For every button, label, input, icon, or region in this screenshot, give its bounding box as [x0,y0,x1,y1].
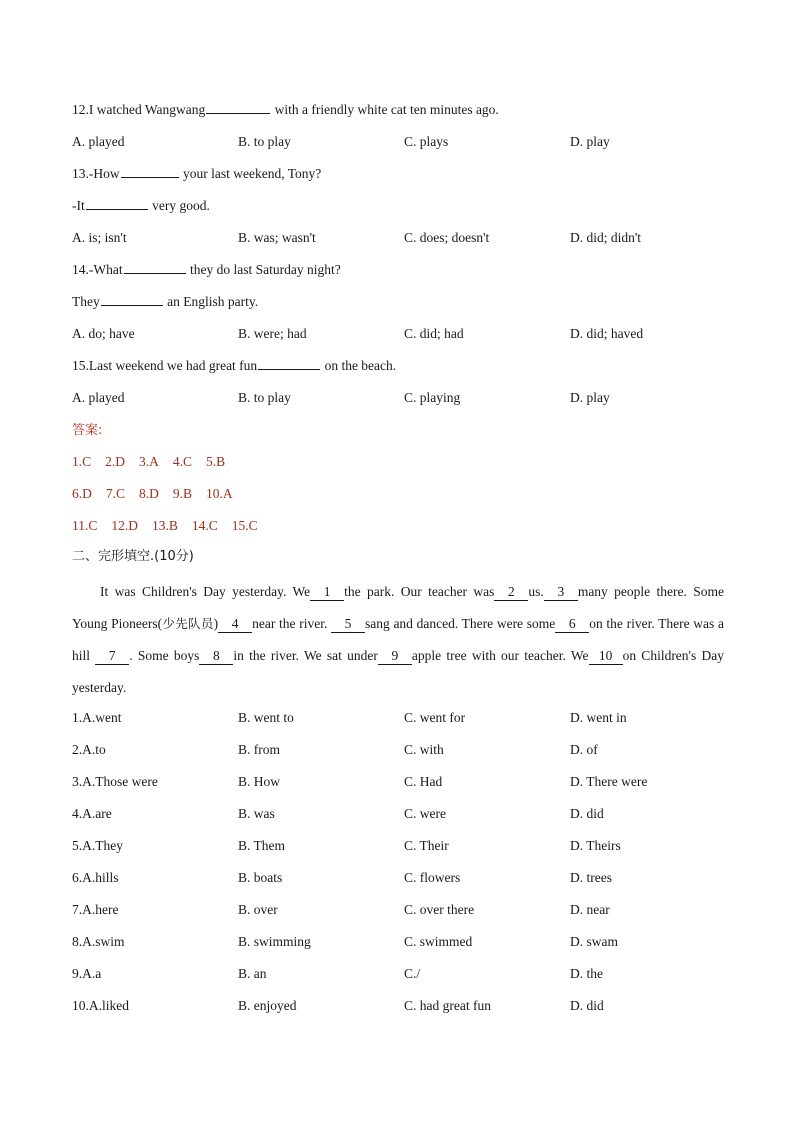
option-d: D. did [570,998,604,1013]
passage-text: sang and danced. There were some [365,616,556,631]
passage-text: ) [213,616,219,631]
option-b: B. Them [238,838,285,853]
passage-text: on Children's Day yesterday. [72,648,724,695]
cloze-option-row [72,736,724,768]
option-b: B. to play [238,390,291,405]
answer-row [72,448,724,480]
option-d: D. trees [570,870,612,885]
passage-text: us. [528,584,544,599]
question-text: with a friendly white cat ten minutes ago. [271,102,499,117]
answer-item: 8.D [139,486,159,501]
option-b: B. enjoyed [238,998,297,1013]
answer-row [72,512,724,544]
question-15 [72,352,724,384]
option-c: C. Their [404,838,449,853]
answer-item: 13.B [152,518,178,533]
answer-item: 9.B [172,486,193,501]
option-c: C. does; doesn't [404,230,490,245]
question-14-options [72,320,724,352]
option-d: D. did; haved [570,326,644,341]
answer-item: 5.B [206,454,226,469]
answer-row [72,480,724,512]
cloze-option-row [72,992,724,1024]
answer-item: 7.C [105,486,126,501]
passage-text: on the river. There was a hill [72,616,724,663]
answer-item: 11.C [72,518,98,533]
cloze-option-row [72,768,724,800]
section-heading: 二、完形填空.(10分) [72,549,194,564]
answers-heading [72,416,724,448]
cloze-options [72,704,724,1024]
option-c: C. were [404,806,446,821]
option-c: C. had great fun [404,998,491,1013]
answer-item: 1.C [72,454,92,469]
answer-blank [258,354,320,370]
option-b: B. over [238,902,278,917]
cloze-option-row [72,960,724,992]
option-a: 2.A.to [72,742,106,757]
option-a: 7.A.here [72,902,119,917]
option-a: A. played [72,134,125,149]
option-c: C./ [404,966,421,981]
question-12-options [72,128,724,160]
option-c: C. over there [404,902,475,917]
question-13-options [72,224,724,256]
question-text: on the beach. [321,358,397,373]
option-c: C. playing [404,390,461,405]
cloze-blank: 2 [494,584,528,601]
option-b: B. swimming [238,934,311,949]
answer-blank [121,162,179,178]
question-14 [72,256,724,288]
passage-text: the park. Our teacher was [344,584,495,599]
passage-text: in the river. We sat under [233,648,378,663]
passage-text: apple tree with our teacher. We [411,648,589,663]
answer-blank [206,98,270,114]
option-b: B. boats [238,870,283,885]
cloze-option-row [72,800,724,832]
option-d: D. went in [570,710,627,725]
option-c: C. went for [404,710,466,725]
cloze-blank: 3 [544,584,578,601]
option-b: B. from [238,742,280,757]
cloze-option-row [72,928,724,960]
passage-text: many people there. Some Young Pioneers( [72,584,724,631]
option-b: B. were; had [238,326,307,341]
answer-item: 10.A [206,486,233,501]
worksheet-page [72,96,724,1024]
question-13-reply [72,192,724,224]
question-text: They [72,294,100,309]
passage-text: near the river. [252,616,332,631]
option-c: C. Had [404,774,443,789]
cloze-blank: 10 [589,648,623,665]
answers-title: 答案: [72,423,103,438]
answer-key [72,448,724,544]
option-d: D. the [570,966,603,981]
answer-item: 6.D [72,486,92,501]
cloze-blank: 5 [331,616,365,633]
answer-item: 15.C [231,518,258,533]
option-a: 4.A.are [72,806,112,821]
option-a: A. do; have [72,326,135,341]
question-text: very good. [148,198,210,213]
option-d: D. of [570,742,598,757]
option-c: C. flowers [404,870,461,885]
question-text: they do last Saturday night? [186,262,341,277]
option-a: A. played [72,390,125,405]
cloze-blank: 8 [199,648,233,665]
answer-blank [124,258,186,274]
cloze-blank: 9 [378,648,412,665]
option-b: B. an [238,966,267,981]
answer-item: 3.A [139,454,159,469]
option-a: 8.A.swim [72,934,125,949]
question-text: your last weekend, Tony? [179,166,322,181]
question-13 [72,160,724,192]
option-d: D. swam [570,934,618,949]
option-c: C. did; had [404,326,464,341]
question-15-options [72,384,724,416]
cloze-blank: 6 [555,616,589,633]
option-b: B. went to [238,710,294,725]
cloze-blank: 1 [310,584,344,601]
answer-blank [101,290,163,306]
question-text: 15.Last weekend we had great fun [72,358,258,373]
question-text: 12.I watched Wangwang [72,102,206,117]
question-12 [72,96,724,128]
option-d: D. did; didn't [570,230,642,245]
cloze-blank: 7 [95,648,129,665]
question-text: 13.-How [72,166,120,181]
option-d: D. play [570,134,610,149]
answer-blank [86,194,148,210]
option-b: B. was; wasn't [238,230,316,245]
option-a: 3.A.Those were [72,774,158,789]
cloze-option-row [72,704,724,736]
question-text: 14.-What [72,262,123,277]
option-a: A. is; isn't [72,230,127,245]
passage-text: . Some boys [129,648,200,663]
option-a: 1.A.went [72,710,122,725]
answer-item: 4.C [172,454,193,469]
question-text: an English party. [163,294,259,309]
option-d: D. Theirs [570,838,621,853]
option-d: D. near [570,902,610,917]
option-c: C. swimmed [404,934,473,949]
option-c: C. with [404,742,444,757]
question-14-reply [72,288,724,320]
cloze-blank: 4 [218,616,252,633]
option-a: 5.A.They [72,838,123,853]
answer-item: 2.D [105,454,126,469]
cloze-option-row [72,864,724,896]
option-c: C. plays [404,134,449,149]
option-d: D. did [570,806,604,821]
option-d: D. There were [570,774,648,789]
answer-item: 14.C [191,518,218,533]
option-b: B. was [238,806,275,821]
cloze-option-row [72,832,724,864]
option-b: B. to play [238,134,291,149]
answer-item: 12.D [111,518,139,533]
passage-gloss: 少先队员 [162,616,214,631]
question-text: -It [72,198,85,213]
option-a: 9.A.a [72,966,102,981]
cloze-option-row [72,896,724,928]
cloze-passage [72,576,724,704]
passage-text: It was Children's Day yesterday. We [100,584,311,599]
option-a: 10.A.liked [72,998,129,1013]
option-b: B. How [238,774,281,789]
option-d: D. play [570,390,610,405]
option-a: 6.A.hills [72,870,119,885]
